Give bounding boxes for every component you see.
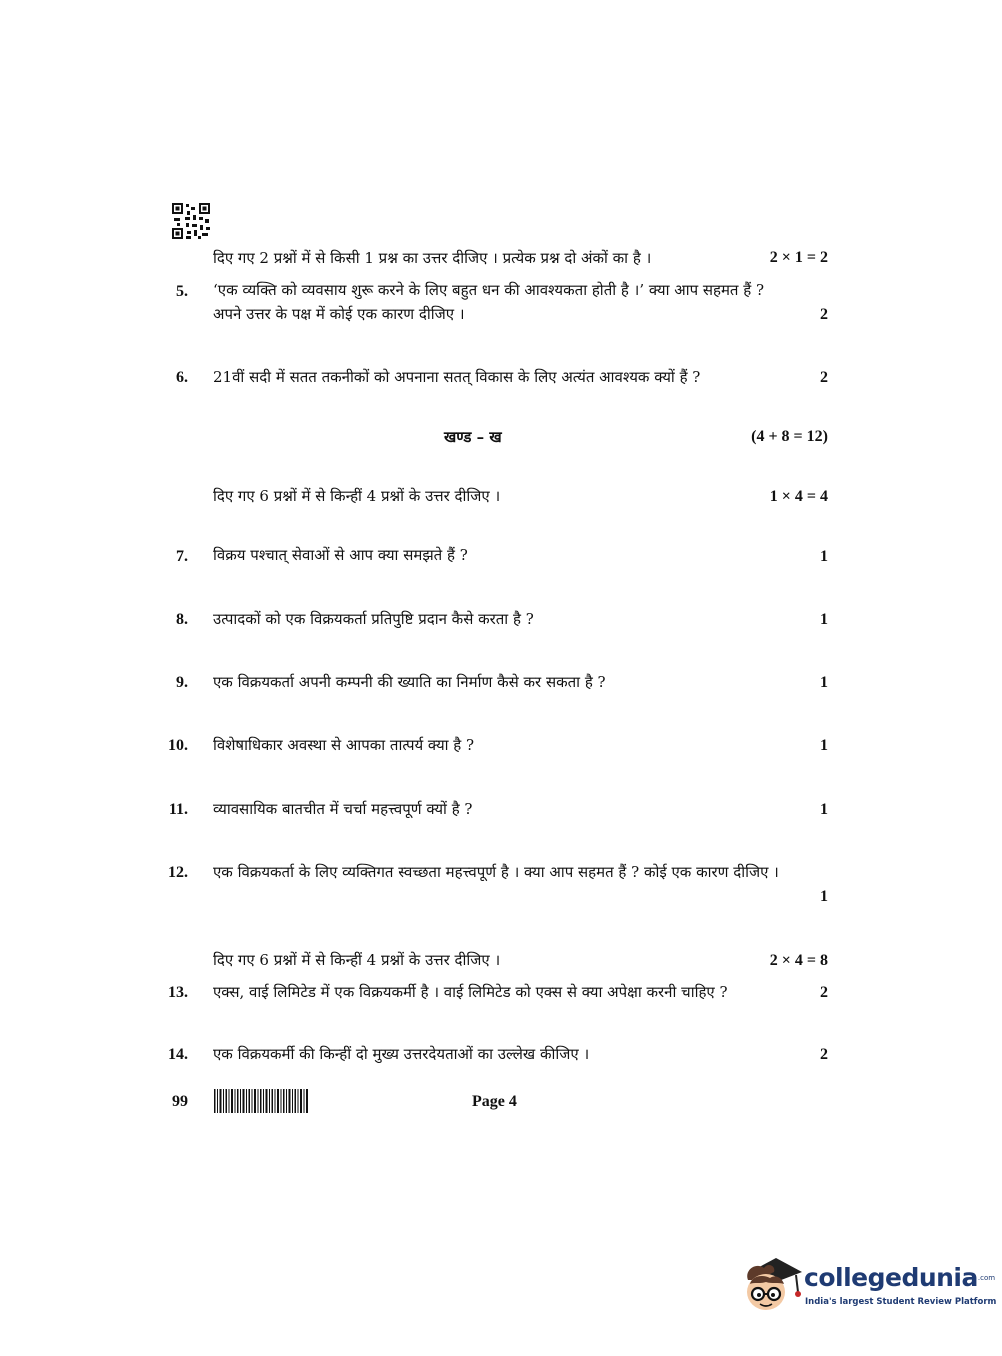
- instruction-any-one-marks: 2 × 1 = 2: [769, 249, 828, 266]
- question-number: 11.: [168, 801, 188, 818]
- question-marks: 1: [820, 888, 828, 905]
- question-number: 13.: [168, 984, 188, 1001]
- question-number: 8.: [176, 611, 188, 628]
- question-marks: 2: [820, 306, 828, 323]
- question-text: एक विक्रयकर्मी की किन्हीं दो मुख्य उत्तरदेयताओं का उल्लेख कीजिए ।: [213, 1045, 590, 1063]
- question-text-line2: अपने उत्तर के पक्ष में कोई एक कारण दीजिए ।: [213, 305, 465, 323]
- logo-tagline: India's largest Student Review Platform: [805, 1297, 997, 1307]
- question-number: 12.: [168, 864, 188, 881]
- question-marks: 1: [820, 548, 828, 565]
- collegedunia-logo: [742, 1250, 997, 1320]
- instruction-any-four-two-marks-value: 2 × 4 = 8: [769, 952, 828, 969]
- question-text: एक्स, वाई लिमिटेड में एक विक्रयकर्मी है । वाई लिमिटेड को एक्स से क्या अपेक्षा करनी चाहिए ?: [213, 983, 728, 1001]
- mascot-icon: [742, 1250, 804, 1314]
- question-text: विक्रय पश्चात् सेवाओं से आप क्या समझते हैं ?: [213, 546, 468, 564]
- question-number: 14.: [168, 1046, 188, 1063]
- page-number: Page 4: [472, 1093, 517, 1110]
- question-marks: 2: [820, 369, 828, 386]
- question-number: 7.: [176, 548, 188, 565]
- question-number: 6.: [176, 369, 188, 386]
- question-text: व्यावसायिक बातचीत में चर्चा महत्त्वपूर्ण क्यों है ?: [213, 800, 473, 818]
- question-marks: 1: [820, 611, 828, 628]
- question-text: ‘एक व्यक्ति को व्यवसाय शुरू करने के लिए बहुत धन की आवश्यकता होती है ।’ क्या आप सहमत हैं ?: [213, 281, 765, 299]
- instruction-any-one: दिए गए 2 प्रश्नों में से किसी 1 प्रश्न का उत्तर दीजिए । प्रत्येक प्रश्न दो अंकों का है ।: [213, 249, 652, 267]
- question-number: 10.: [168, 737, 188, 754]
- question-marks: 1: [820, 801, 828, 818]
- instruction-any-four-two-marks: दिए गए 6 प्रश्नों में से किन्हीं 4 प्रश्नों के उत्तर दीजिए ।: [213, 951, 501, 969]
- question-text: विशेषाधिकार अवस्था से आपका तात्पर्य क्या है ?: [213, 736, 475, 754]
- qr-code-icon: [172, 203, 210, 239]
- question-marks: 2: [820, 1046, 828, 1063]
- instruction-any-four-marks: 1 × 4 = 4: [769, 488, 828, 505]
- question-marks: 2: [820, 984, 828, 1001]
- paper-code: 99: [172, 1093, 188, 1110]
- question-marks: 1: [820, 674, 828, 691]
- section-marks: (4 + 8 = 12): [751, 428, 828, 445]
- question-text: एक विक्रयकर्ता अपनी कम्पनी की ख्याति का निर्माण कैसे कर सकता है ?: [213, 673, 606, 691]
- question-text: 21वीं सदी में सतत तकनीकों को अपनाना सतत् विकास के लिए अत्यंत आवश्यक क्यों हैं ?: [213, 368, 701, 386]
- barcode-icon: [214, 1089, 309, 1113]
- instruction-any-four: दिए गए 6 प्रश्नों में से किन्हीं 4 प्रश्नों के उत्तर दीजिए ।: [213, 487, 501, 505]
- question-number: 9.: [176, 674, 188, 691]
- question-text: एक विक्रयकर्ता के लिए व्यक्तिगत स्वच्छता महत्त्वपूर्ण है । क्या आप सहमत हैं ? कोई एक कारण दीजिए ।: [213, 863, 779, 881]
- logo-domain: .com: [977, 1274, 996, 1282]
- question-number: 5.: [176, 283, 188, 300]
- question-marks: 1: [820, 737, 828, 754]
- question-text: उत्पादकों को एक विक्रयकर्ता प्रतिपुष्टि प्रदान कैसे करता है ?: [213, 610, 534, 628]
- section-title: खण्ड – ख: [444, 428, 502, 446]
- logo-wordmark: collegedunia: [804, 1263, 978, 1292]
